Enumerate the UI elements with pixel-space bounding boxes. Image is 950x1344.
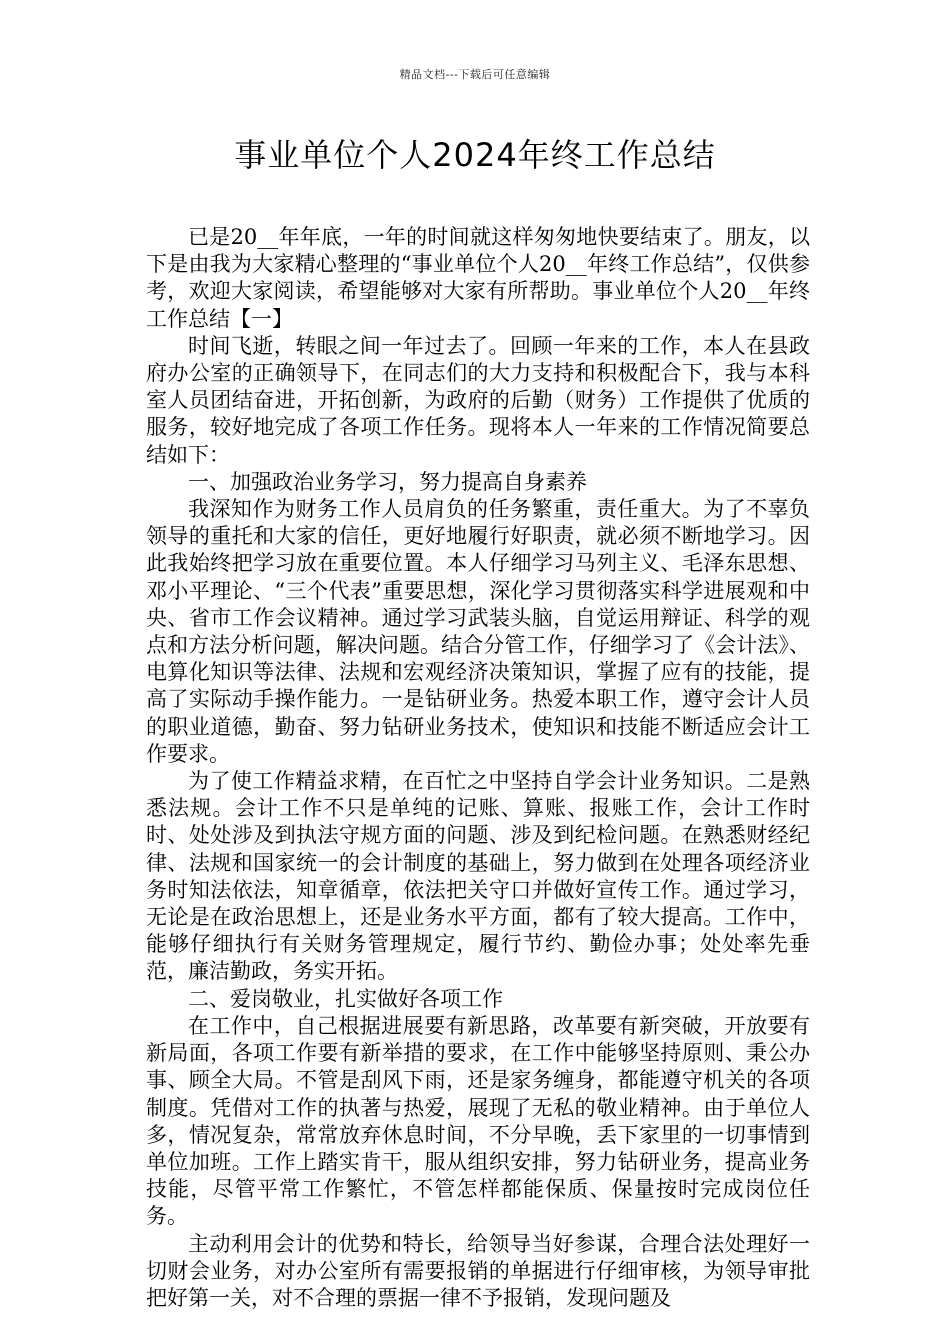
paragraph-dedication: 在工作中，自己根据进展要有新思路，改革要有新突破，开放要有新局面，各项工作要有新举措的要求，在工作中能够坚持原则、秉公办事、顾全大局。不管是刮风下雨，还是家务缠身，都能遵守机关的各项制度。凭借对工作的执著与热爱，展现了无私的敬业精神。由于单位人多，情况复杂，常常放弃休息时间，不分早晚，丢下家里的一切事情到单位加班。工作上踏实肯干，服从组织安排，努力钻研业务，提高业务技能，尽管平常工作繁忙，不管怎样都能保质、保量按时完成岗位任务。 — [146, 1013, 810, 1229]
header-note: 精品文档---下载后可任意编辑 — [399, 68, 551, 81]
paragraph-intro: 已是20__年年底，一年的时间就这样匆匆地快要结束了。朋友，以下是由我为大家精心整理的“事业单位个人20__年终工作总结”，仅供参考，欢迎大家阅读，希望能够对大家有所帮助。事业单位个人20__年终工作总结【一】 — [146, 225, 810, 331]
document-body — [146, 224, 810, 1312]
section-heading-2: 二、爱岗敬业，扎实做好各项工作 — [188, 986, 503, 1011]
section-heading-1: 一、加强政治业务学习，努力提高自身素养 — [188, 469, 587, 494]
paragraph-overview: 时间飞逝，转眼之间一年过去了。回顾一年来的工作，本人在县政府办公室的正确领导下，在同志们的大力支持和积极配合下，我与本科室人员团结奋进，开拓创新，为政府的后勤（财务）工作提供了优质的服务，较好地完成了各项工作任务。现将本人一年来的工作情况简要总结如下： — [146, 333, 810, 467]
document-title: 事业单位个人2024年终工作总结 — [234, 136, 716, 174]
paragraph-regulations: 为了使工作精益求精，在百忙之中坚持自学会计业务知识。二是熟悉法规。会计工作不只是单纯的记账、算账、报账工作，会计工作时时、处处涉及到执法守规方面的问题、涉及到纪检问题。在熟悉财经纪律、法规和国家统一的会计制度的基础上，努力做到在处理各项经济业务时知法依法，知章循章，依法把关守口并做好宣传工作。通过学习，无论是在政治思想上，还是业务水平方面，都有了较大提高。工作中，能够仔细执行有关财务管理规定，履行节约、勤俭办事；处处率先垂范，廉洁勤政，务实开拓。 — [146, 769, 810, 984]
paragraph-accounting: 主动利用会计的优势和特长，给领导当好参谋，合理合法处理好一切财会业务，对办公室所有需要报销的单据进行仔细审核，为领导审批把好第一关，对不合理的票据一律不予报销，发现问题及 — [146, 1231, 810, 1310]
paragraph-study: 我深知作为财务工作人员肩负的任务繁重，责任重大。为了不辜负领导的重托和大家的信任，更好地履行好职责，就必须不断地学习。因此我始终把学习放在重要位置。本人仔细学习马列主义、毛泽东思想、邓小平理论、“三个代表”重要思想，深化学习贯彻落实科学进展观和中央、省市工作会议精神。通过学习武装头脑，自觉运用辩证、科学的观点和方法分析问题，解决问题。结合分管工作，仔细学习了《会计法》、电算化知识等法律、法规和宏观经济决策知识，掌握了应有的技能，提高了实际动手操作能力。一是钻研业务。热爱本职工作，遵守会计人员的职业道德，勤奋、努力钻研业务技术，使知识和技能不断适应会计工作要求。 — [146, 497, 810, 766]
